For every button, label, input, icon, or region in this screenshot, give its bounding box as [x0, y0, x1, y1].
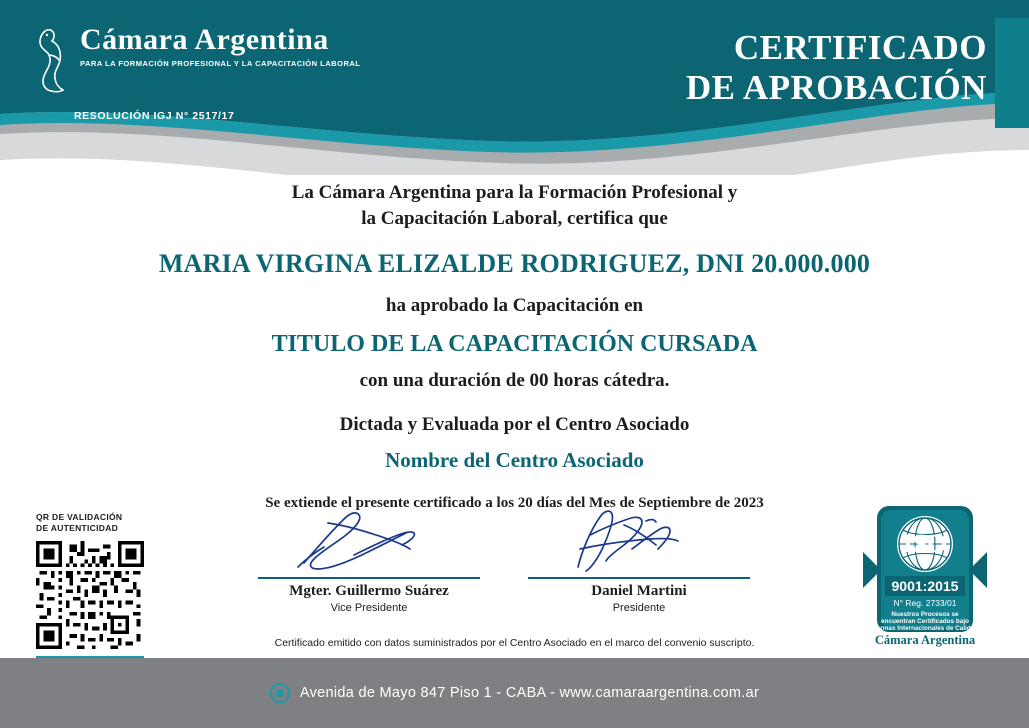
signature-image-guillermo-suarez	[258, 505, 480, 577]
location-dot-icon	[270, 683, 290, 703]
approved-text: ha aprobado la Capacitación en	[385, 295, 644, 317]
footer-address: Avenida de Mayo 847 Piso 1 - CABA - www.camaraargentina.com.ar	[299, 685, 760, 701]
qr-code-image[interactable]	[36, 541, 144, 649]
issue-date-text: Se extiende el presente certificado a los 20 días del Mes de Septiembre de 2023	[265, 495, 764, 512]
footer-bar	[0, 658, 1029, 728]
iso-text-line3: Normas Internacionales de Calidad	[871, 625, 979, 632]
course-title: TITULO DE LA CAPACITACIÓN CURSADA	[271, 331, 758, 358]
iso-wordmark: ISO	[902, 529, 948, 558]
certificate-title-line1: CERTIFICADO	[733, 28, 987, 67]
horse-logo-icon	[30, 24, 74, 96]
intro-line-1: La Cámara Argentina para la Formación Profesional y	[291, 182, 738, 203]
certificate-title-line2: DE APROBACIÓN	[685, 68, 987, 108]
signature-block-vice-president	[258, 505, 480, 614]
iso-text-line2: encuentran Certificados bajo	[880, 618, 970, 625]
signature-block-president	[528, 505, 750, 614]
center-name: Nombre del Centro Asociado	[385, 448, 644, 473]
certificate-footnote: Certificado emitido con datos suministrados por el Centro Asociado en el marco del convenio suscripto.	[274, 637, 755, 649]
certificate-header	[0, 0, 1029, 175]
brand-resolution: RESOLUCIÓN IGJ N° 2517/17	[74, 110, 235, 122]
recipient-name: MARIA VIRGINA ELIZALDE RODRIGUEZ, DNI 20.000.000	[158, 249, 871, 279]
signature-role: Vice Presidente	[330, 601, 408, 614]
brand-title: Cámara Argentina	[80, 23, 329, 56]
iso-registration: N° Reg. 2733/01	[893, 598, 957, 608]
brand-subtitle: PARA LA FORMACIÓN PROFESIONAL Y LA CAPACITACIÓN LABORAL	[80, 58, 361, 68]
iso-seal	[859, 492, 991, 650]
certificate-body	[0, 180, 1029, 512]
qr-caption	[36, 512, 156, 535]
dictada-text: Dictada y Evaluada por el Centro Asociado	[339, 414, 690, 436]
iso-standard: 9001:2015	[891, 578, 959, 594]
intro-line-2: la Capacitación Laboral, certifica que	[361, 207, 668, 229]
course-duration: con una duración de 00 horas cátedra.	[359, 370, 670, 392]
signature-rule	[258, 577, 480, 579]
qr-caption-line1: QR DE VALIDACIÓN	[36, 512, 123, 522]
signature-role: Presidente	[612, 601, 666, 614]
iso-brand: Cámara Argentina	[874, 633, 976, 647]
signature-name: Mgter. Guillermo Suárez	[289, 582, 449, 599]
brand-block	[30, 24, 360, 122]
iso-text-line1: Nuestros Procesos se	[891, 611, 959, 618]
signature-name: Daniel Martini	[591, 582, 687, 599]
signature-rule	[528, 577, 750, 579]
certificate-title	[686, 28, 987, 109]
signature-image-daniel-martini	[528, 505, 750, 577]
qr-caption-line2: DE AUTENTICIDAD	[36, 523, 119, 534]
qr-validation-block	[36, 512, 156, 654]
